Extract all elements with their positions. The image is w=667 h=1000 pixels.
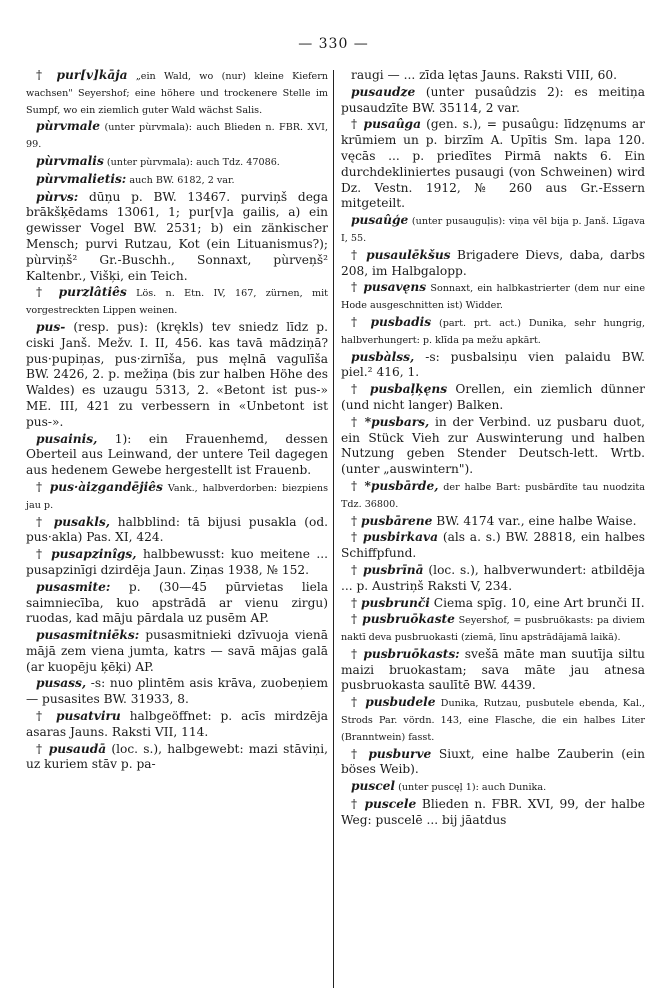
dagger-mark: † [351,530,363,545]
dictionary-entry [341,85,645,117]
dictionary-entry [26,154,328,171]
dagger-mark: † [36,514,54,529]
dictionary-entry [26,580,328,627]
headword: pusakls, [53,514,111,529]
dictionary-entry [341,563,645,595]
dictionary-entry [341,213,645,247]
dictionary-entry [341,350,645,382]
dagger-mark: † [351,695,366,710]
headword: pusbaļķęns [369,382,448,397]
headword: pusaudā [48,741,107,756]
dagger-mark: † [351,612,363,627]
dagger-mark: † [351,513,361,528]
entry-note: (unter pùrvmala): auch Tdz. 47086. [103,156,280,168]
headword: pusaudze [351,84,416,99]
headword: *pusbars, [364,414,430,429]
entry-text: halbblind: tā bijusi pusakla (od. pus·akla) Pas. XI, 424. [26,514,329,545]
dagger-mark: † [351,247,367,262]
dictionary-entry [341,415,645,478]
entry-text: halbbewusst: kuo meitene ... pusapzinīgi dzirdēja Jaun. Ziņas 1938, № 152. [26,547,329,577]
dictionary-entry [341,647,645,694]
right-column [341,68,645,830]
entry-text: 1): ein Frauenhemd, dessen Oberteil aus Leinwand, der untere Teil dagegen aus hedenem Gewebe hergestellt ist Frauenb. [26,431,328,478]
headword: pusaûga [363,117,421,132]
entry-text: in der Verbind. uz pusbaru duot, ein Stück Vieh zur Auswinterung und halben Nutzung geben Stender Deutsch-lett. Wrtb. (unter „auswintern"). [341,414,645,477]
dictionary-entry [26,172,328,189]
dictionary-entry [341,612,645,646]
dagger-mark: † [351,562,363,577]
dagger-mark: † [36,479,50,494]
dagger-mark: † [351,595,361,610]
dictionary-entry [341,514,645,530]
dictionary-entry [26,119,328,153]
dagger-mark: † [351,646,364,661]
dictionary-entry [341,248,645,280]
dagger-mark: † [36,547,52,562]
dictionary-entry [341,779,645,796]
entry-text: Orellen, ein ziemlich dünner (und nicht langer) Balken. [341,382,646,412]
headword: pusbadis [370,314,432,329]
dagger-mark: † [351,746,369,761]
headword: pùrvmalietis: [36,171,127,186]
entry-text: BW. 4174 var., eine halbe Waise. [432,513,637,528]
dictionary-entry [26,432,328,479]
entry-note: auch BW. 6182, 2 var. [126,174,235,186]
headword: pusbruōkasts: [363,646,460,661]
entry-text: Blieden n. FBR. XVI, 99, der halbe Weg: puscelē ... bij jāatdus [341,797,645,827]
headword: pusbirkava [362,530,438,545]
dagger-mark: † [351,280,364,295]
headword: pur[v]kāja [56,68,128,82]
dictionary-entry [341,68,645,84]
dictionary-entry [26,515,328,547]
entry-text: (loc. s.), halbgewebt: mazi stāviņi, uz kuriem stāv p. pa- [26,741,329,772]
headword: pusbudele [365,695,436,710]
entry-text: pusasmitnieki dzīvuoja vienā mājā zem viena jumta, katrs — savā mājas galā (ar kuopēju ķēķi) AP. [26,628,328,674]
dictionary-entry [341,315,645,349]
entry-note: Vank., halbverdorben: biezpiens jau p. [26,482,328,511]
dagger-mark: † [36,741,49,756]
headword: pùrvs: [36,189,79,204]
dictionary-entry [26,742,328,774]
headword: pusaûģe [351,213,409,228]
headword: purzlâtiês [58,285,127,300]
headword: pusburve [368,746,432,761]
dictionary-entry [341,280,645,314]
entry-text: raugi — ... zīda lętas Jauns. Raksti VIII, 60. [351,68,617,82]
headword: pùrvmalis [36,153,104,168]
dictionary-entry [341,382,645,414]
entry-text: -s: pusbalsiņu vien palaidu BW. piel.² 416, 1. [341,349,645,380]
dictionary-entry [26,480,328,514]
entry-note: Sonnaxt, ein halbkastrierter (dem nur eine Hode ausgeschnitten ist) Widder. [341,283,646,312]
dagger-mark: † [36,709,57,724]
dictionary-entry [26,68,328,118]
dictionary-entry [341,117,645,212]
headword: pusavęns [363,280,427,295]
entry-note: Lös. n. Etn. IV, 167, zürnen, mit vorgestreckten Lippen weinen. [26,288,328,317]
entry-note: „ein Wald, wo (nur) kleine Kiefern wachsen" Seyershof; eine höhere und trockenere Stelle im Sumpf, wo ein ziemlich guter Wald wächst Salis. [26,71,328,116]
entry-note: Dunika, Rutzau, pusbutele ebenda, Kal., Strods Par. vördn. 143, eine Flasche, die ein halbes Liter (Branntwein) fasst. [341,698,645,743]
dagger-mark: † [36,68,57,82]
entry-text: (unter pusaûdzis 2): es meitiņa pusaudzīte BW. 35114, 2 var. [341,84,645,115]
dictionary-entry [341,596,645,612]
headword: puscele [364,797,417,812]
dagger-mark: † [351,478,365,493]
entry-text: Brigadere Dievs, daba, darbs 208, im Halbgalopp. [341,247,646,278]
dictionary-entry [341,797,645,829]
entry-note: Seyershof, = pusbruōkasts: pa diviem naktī deva pusbruokasti (ziemā, līnu apstrādājamā laikā). [341,615,645,644]
headword: pusatviru [56,709,121,724]
dictionary-entry [341,479,645,513]
headword: pusasmite: [36,579,111,594]
dictionary-entry [26,285,328,319]
headword: pùrvmale [36,119,101,134]
headword: pusapzinîgs, [51,547,137,562]
dagger-mark: † [351,414,365,429]
dictionary-entry [341,747,645,779]
entry-text: p. (30—45 pūrvietas liela saimniecība, kuo apstrādā ar vienu zirgu) ruodas, kad māju pārdala uz pusēm AP. [26,579,328,626]
entry-text: Siuxt, eine halbe Zauberin (ein böses Weib). [341,746,646,777]
column-divider [333,70,334,988]
headword: pus·àizgandējiês [49,479,163,494]
headword: pusbàlss, [351,349,415,364]
dictionary-entry [341,530,645,562]
entry-text: (resp. pus): (krękls) tev sniedz līdz p. ciski Janš. Mežv. I. II, 456. kas tavā mādziņā? pus·pupiņas, pus·zirnīša, pus męlnā vagulīša BW. 2426, 2. p. mežiņa (bis zur halben Höhe des Waldes) es uzaugu 5313, 2. «Betont ist pus-» ME. III, 421 zu verbessern in «Unbetont ist pus-». [26,319,328,429]
headword: puscel [351,779,396,794]
entry-text: -s: nuo plintēm asis krāva, zuobeņiem — pusasites BW. 31933, 8. [26,676,328,707]
dagger-mark: † [351,797,365,812]
dictionary-entry [26,190,328,285]
dictionary-entry [26,676,328,708]
entry-text: svešā māte man suutīja siltu maizi bruokastam; sava māte jau atnesa pusbruokasta saulītē BW. 4439. [341,646,645,693]
dagger-mark: † [351,117,364,132]
dictionary-entry [26,320,328,431]
page-number: — 330 — [298,36,369,52]
dictionary-entry [26,628,328,675]
entry-text: (als a. s.) BW. 28818, ein halbes Schiffpfund. [341,530,645,561]
entry-note: (part. prt. act.) Dunika, sehr hungrig, halbverhungert: p. klīda pa mežu apkārt. [341,317,645,346]
entry-text: halbgeöffnet: p. acīs mirdzēja asaras Jauns. Raksti VII, 114. [26,709,328,739]
entry-note: (unter pusauguļis): viņa vēl bija p. Janš. Līgava I, 55. [341,216,645,244]
left-column [26,68,328,774]
entry-text: dūņu p. BW. 13467. purviņš dega brākšķēdams 13061, 1; pur[v]a gailis, a) ein gewisser Vogel BW. 2531; b) ein zänkischer Mensch; purvi Rutzau, Kot (ein Lituanismus?); pùrviņš² Gr.-Buschh., Sonnaxt, pùrveņš² Kaltenbr., Višķi, ein Teich. [26,189,328,283]
headword: pusaulēkšus [366,247,451,262]
headword: pusainis, [36,431,98,446]
dictionary-entry [26,547,328,579]
entry-note: (unter pùrvmala): auch Blieden n. FBR. XVI, 99. [26,122,328,151]
headword: pusass, [36,676,87,691]
dagger-mark: † [351,382,370,397]
headword: pusbruōkaste [362,612,455,627]
headword: pusbrunči [360,595,430,610]
entry-note: der halbe Bart: pusbārdīte tau nuodzita Tdz. 36800. [341,481,646,510]
headword: *pusbārde, [364,478,439,493]
dagger-mark: † [36,285,59,300]
headword: pusbrīnā [362,562,424,577]
headword: pusasmitniēks: [36,628,140,643]
entry-text: (gen. s.), = pusaûgu: līdzęnums ar krūmiem un p. birzīm A. Upītis Sm. lapa 120. vęcās ... p. priedītes Pirmā nakts 6. Ein durchdekliniertes pusaugi (von Schweinen) wird Dz. Vestn. 1912, № 260 aus Gr.-Essern mitgeteilt. [341,117,645,211]
dictionary-entry [341,695,645,745]
headword: pus- [36,319,66,334]
dagger-mark: † [351,314,371,329]
dictionary-entry [26,709,328,741]
entry-note: (unter puscęļ 1): auch Dunika. [395,782,547,794]
headword: pusbārene [360,513,433,528]
entry-text: Ciema spīg. 10, eine Art brunči II. [429,595,645,610]
entry-text: (loc. s.), halbverwundert: atbildēja ... p. Austriņš Raksti V, 234. [341,562,646,593]
